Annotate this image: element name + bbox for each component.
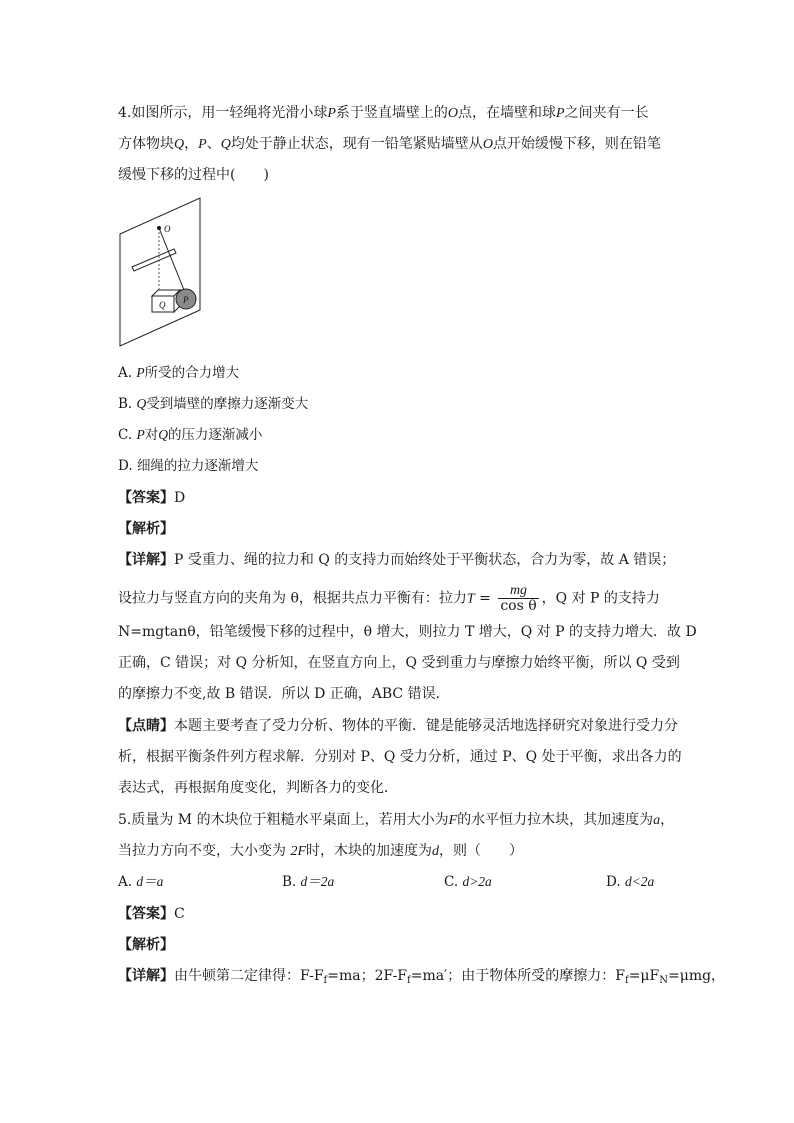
label-p: P: [183, 295, 189, 305]
q5-stem-line-2: 当拉力方向不变，大小变为 2F时，木块的加速度为d，则（ ）: [118, 843, 524, 859]
q5-option-d: D. d<2a: [606, 874, 655, 890]
q4-option-d: D. 细绳的拉力逐渐增大: [118, 458, 259, 474]
q4-detail-line-5: 的摩擦力不变,故 B 错误．所以 D 正确，ABC 错误．: [118, 686, 450, 702]
q5-answer: 【答案】C: [118, 906, 185, 922]
q4-option-a: A. P所受的合力增大: [118, 365, 240, 381]
q4-stem-line-3: 缓慢下移的过程中( ): [118, 167, 269, 183]
q5-stem-line-1: 5.质量为 M 的木块位于粗糙水平桌面上，若用大小为F的水平恒力拉木块，其加速度为a，: [118, 812, 675, 828]
q4-tip-line-3: 表达式，再根据角度变化，判断各力的变化．: [118, 780, 398, 796]
q5-analysis-heading: 【解析】: [118, 937, 174, 953]
q4-option-c: C. P对Q的压力逐渐减小: [118, 427, 263, 443]
label-q: Q: [159, 300, 166, 310]
q4-detail-line-1: 【详解】P 受重力、绳的拉力和 Q 的支持力而始终处于平衡状态，合力为零，故 A 错误；: [118, 552, 676, 568]
q4-figure: [118, 196, 210, 348]
q4-stem-line-2: 方体物块Q，P、Q均处于静止状态，现有一铅笔紧贴墙壁从O点开始缓慢下移，则在铅笔: [118, 136, 661, 152]
q4-tip-line-2: 析，根据平衡条件列方程求解．分别对 P、Q 受力分析，通过 P、Q 处于平衡，求出各力的: [118, 749, 682, 765]
q5-option-b: B. d＝2a: [282, 874, 335, 890]
q4-stem-line-1: 4.如图所示，用一轻绳将光滑小球P系于竖直墙壁上的O点，在墙壁和球P之间夹有一长: [118, 105, 649, 121]
q5-detail-line-1: 【详解】由牛顿第二定律得：$F-F_f=ma$；$2F-F_f=ma'$；由于物体所受的摩擦力：$F_f=\mu F_N=\mu mg$，: [118, 968, 726, 986]
q4-detail-line-3: N=mgtanθ，铅笔缓慢下移的过程中，θ 增大，则拉力 T 增大，Q 对 P 的支持力增大．故 D: [118, 624, 697, 640]
q4-tip-line-1: 【点睛】本题主要考查了受力分析、物体的平衡．键是能够灵活地选择研究对象进行受力分: [118, 718, 678, 734]
q4-answer: 【答案】D: [118, 490, 186, 506]
q4-detail-line-4: 正确，C 错误；对 Q 分析知，在竖直方向上，Q 受到重力与摩擦力始终平衡，所以 Q 受到: [118, 655, 680, 671]
tension-fraction: $\frac{mg}{\text{cos θ}}$: [500, 583, 537, 614]
q4-analysis-heading: 【解析】: [118, 521, 174, 537]
q5-option-c: C. d>2a: [444, 874, 492, 890]
label-o: O: [164, 224, 171, 234]
q5-option-a: A. d＝a: [118, 874, 164, 890]
q4-option-b: B. Q受到墙壁的摩擦力逐渐变大: [118, 396, 309, 412]
q4-detail-line-2: 设拉力与竖直方向的夹角为 θ，根据共点力平衡有：拉力T = $\frac{mg}{\text{cos θ}}$ ，Q 对 P 的支持力: [118, 583, 660, 614]
wall-shape: [120, 198, 200, 346]
pencil-shape: [132, 249, 176, 271]
